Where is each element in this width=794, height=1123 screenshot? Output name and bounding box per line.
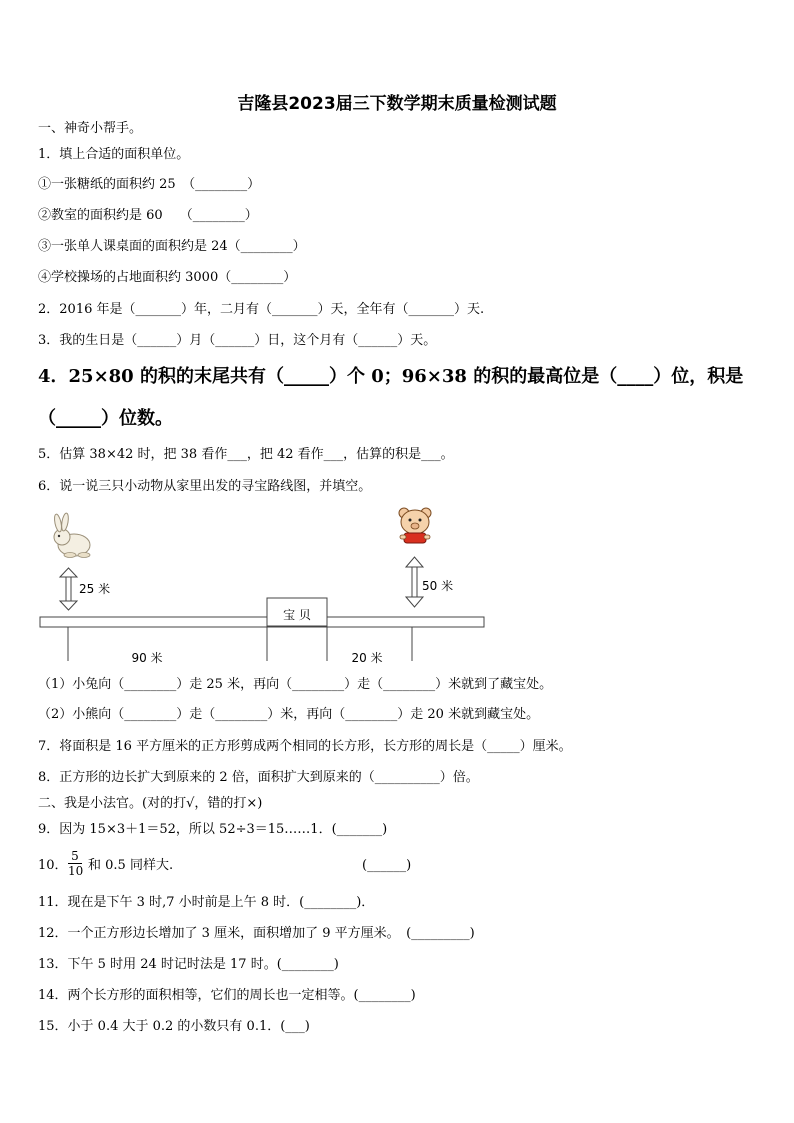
question-6-stem: 6．说一说三只小动物从家里出发的寻宝路线图，并填空。 — [38, 479, 372, 494]
question-6-sub-1: （1）小兔向（________）走 25 米，再向（________）走（________）米就到了藏宝处。 — [38, 677, 553, 692]
right-segment-label: 20 米 — [351, 651, 383, 665]
question-1-item-2: ②教室的面积约是 60 （________） — [38, 208, 258, 223]
bear-icon — [399, 508, 431, 543]
question-6-sub-2: （2）小熊向（________）走（________）米，再向（________）走 20 米就到藏宝处。 — [38, 707, 540, 722]
fraction-numerator: 5 — [68, 849, 82, 864]
bear-distance-label: 50 米 — [422, 579, 454, 593]
question-2: 2．2016 年是（_______）年，二月有（_______）天，全年有（_______）天. — [38, 302, 485, 317]
question-1-item-4: ④学校操场的占地面积约 3000（________） — [38, 270, 297, 285]
question-11: 11．现在是下午 3 时,7 小时前是上午 8 时．(________)． — [38, 895, 375, 910]
question-10-text: 和 0.5 同样大. — [88, 858, 174, 873]
question-13: 13．下午 5 时用 24 时记时法是 17 时。(________) — [38, 957, 339, 972]
question-10-blank: (______) — [362, 858, 412, 873]
rabbit-icon — [53, 513, 90, 558]
question-5: 5．估算 38×42 时，把 38 看作___，把 42 看作___，估算的积是___。 — [38, 447, 454, 462]
question-1-item-3: ③一张单人课桌面的面积约是 24（________） — [38, 239, 306, 254]
question-1-item-1: ①一张糖纸的面积约 25 （________） — [38, 177, 261, 192]
question-8: 8．正方形的边长扩大到原来的 2 倍，面积扩大到原来的（__________）倍。 — [38, 770, 479, 785]
question-4-line-2: （_____）位数。 — [38, 408, 173, 429]
question-1-stem: 1．填上合适的面积单位。 — [38, 147, 190, 162]
section-heading-1: 一、神奇小帮手。 — [38, 121, 143, 136]
left-segment-label: 90 米 — [131, 651, 163, 665]
question-10-number: 10． — [38, 858, 68, 873]
question-10-fraction — [68, 849, 82, 878]
question-3: 3．我的生日是（______）月（______）日，这个月有（______）天。 — [38, 333, 437, 348]
road — [40, 617, 484, 627]
question-15: 15．小于 0.4 大于 0.2 的小数只有 0.1．(___) — [38, 1019, 310, 1034]
question-7: 7．将面积是 16 平方厘米的正方形剪成两个相同的长方形，长方形的周长是（_____）厘米。 — [38, 739, 572, 754]
rabbit-distance-arrow — [60, 568, 77, 610]
question-4-line-1: 4．25×80 的积的末尾共有（_____）个 0；96×38 的积的最高位是（____）位，积是 — [38, 366, 744, 387]
treasure-route-diagram — [38, 505, 498, 670]
section-heading-2: 二、我是小法官。(对的打√，错的打×) — [38, 796, 263, 811]
question-12: 12．一个正方形边长增加了 3 厘米，面积增加了 9 平方厘米。 (_________) — [38, 926, 475, 941]
question-9: 9．因为 15×3＋1＝52，所以 52÷3＝15……1．(_______) — [38, 822, 388, 837]
question-14: 14．两个长方形的面积相等，它们的周长也一定相等。(________) — [38, 988, 416, 1003]
bear-distance-arrow — [406, 557, 423, 607]
fraction-denominator: 10 — [68, 864, 84, 878]
page-title: 吉隆县2023届三下数学期末质量检测试题 — [237, 94, 557, 114]
treasure-label: 宝 贝 — [283, 608, 311, 622]
rabbit-distance-label: 25 米 — [79, 582, 111, 596]
